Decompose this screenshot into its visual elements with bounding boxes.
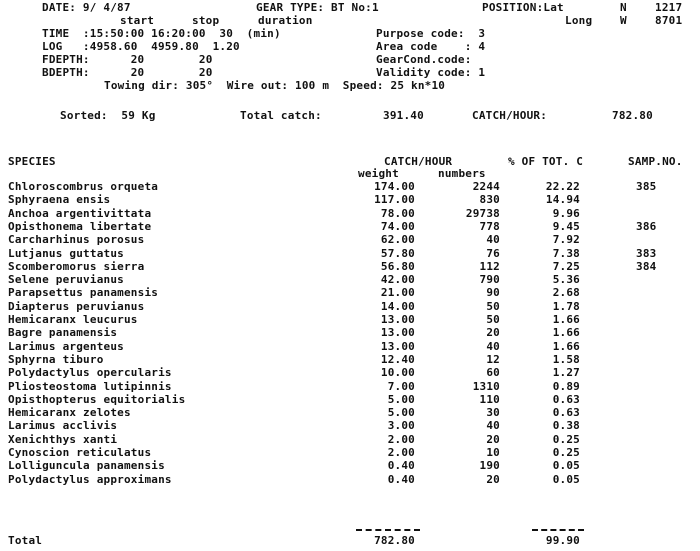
sample-number: 384 [636,260,657,273]
species-name: Sphyraena ensis [8,193,111,206]
catch-weight: 14.00 [380,300,415,313]
pct-of-total: 22.22 [545,180,580,193]
catch-numbers: 30 [486,406,500,419]
catch-numbers: 12 [486,353,500,366]
catch-weight: 3.00 [387,419,415,432]
bdepth-line: BDEPTH: 20 20 [42,66,213,79]
long-hemisphere: W [620,14,627,27]
pct-of-total: 14.94 [545,193,580,206]
species-name: Carcharhinus porosus [8,233,145,246]
species-name: Opisthonema libertate [8,220,152,233]
catch-weight: 2.00 [387,446,415,459]
catch-weight: 7.00 [387,380,415,393]
total-pct: 99.90 [545,534,580,547]
catch-numbers: 2244 [472,180,500,193]
catch-weight: 13.00 [380,326,415,339]
pct-of-total: 0.63 [552,393,580,406]
pct-of-total: 0.38 [552,419,580,432]
species-name: Sphyrna tiburo [8,353,104,366]
catch-numbers: 110 [479,393,500,406]
species-name: Polydactylus opercularis [8,366,172,379]
catch-numbers: 20 [486,473,500,486]
catch-weight: 5.00 [387,406,415,419]
catch-numbers: 20 [486,326,500,339]
catch-weight: 0.40 [387,473,415,486]
species-name: Parapsettus panamensis [8,286,159,299]
validity-code: Validity code: 1 [376,66,486,79]
total-weight: 782.80 [374,534,415,547]
catch-numbers: 190 [479,459,500,472]
total-catch-label: Total catch: [240,109,322,122]
catch-weight: 21.00 [380,286,415,299]
catch-weight: 117.00 [374,193,415,206]
sorted-weight: Sorted: 59 Kg [60,109,156,122]
towing-line: Towing dir: 305° Wire out: 100 m Speed: 25 kn*10 [104,79,446,92]
log-line: LOG :4958.60 4959.80 1.20 [42,40,240,53]
catch-numbers: 10 [486,446,500,459]
col-stop: stop [192,14,220,27]
catch-numbers: 40 [486,233,500,246]
catch-weight: 174.00 [374,180,415,193]
fdepth-line: FDEPTH: 20 20 [42,53,213,66]
pct-of-total: 0.05 [552,459,580,472]
species-name: Opisthopterus equitorialis [8,393,186,406]
catch-weight: 74.00 [380,220,415,233]
species-name: Cynoscion reticulatus [8,446,152,459]
pct-of-total: 1.78 [552,300,580,313]
col-numbers: numbers [438,167,486,180]
catch-numbers: 790 [479,273,500,286]
species-name: Lutjanus guttatus [8,247,124,260]
pct-of-total: 1.58 [552,353,580,366]
species-name: Scomberomorus sierra [8,260,145,273]
catch-weight: 13.00 [380,313,415,326]
catch-weight: 0.40 [387,459,415,472]
species-name: Selene peruvianus [8,273,124,286]
area-code: Area code : 4 [376,40,486,53]
catch-numbers: 778 [479,220,500,233]
date-label: DATE: 9/ 4/87 [42,1,131,14]
col-pct-total: % OF TOT. C [508,155,584,168]
catch-numbers: 112 [479,260,500,273]
lat-hemisphere: N [620,1,627,14]
pct-of-total: 9.96 [552,207,580,220]
pct-of-total: 7.38 [552,247,580,260]
col-duration: duration [258,14,313,27]
catch-weight: 5.00 [387,393,415,406]
col-start: start [120,14,155,27]
total-label: Total [8,534,43,547]
long-label: Long [565,14,593,27]
species-name: Larimus acclivis [8,419,118,432]
catch-numbers: 50 [486,300,500,313]
catch-numbers: 40 [486,340,500,353]
pct-of-total: 0.89 [552,380,580,393]
catch-numbers: 29738 [465,207,500,220]
gear-type: GEAR TYPE: BT No:1 [256,1,379,14]
gearcond-code: GearCond.code: [376,53,472,66]
catch-numbers: 90 [486,286,500,299]
lat-value: 1217 [655,1,683,14]
catch-weight: 62.00 [380,233,415,246]
col-weight: weight [358,167,399,180]
purpose-code: Purpose code: 3 [376,27,486,40]
pct-of-total: 0.25 [552,433,580,446]
catch-numbers: 40 [486,419,500,432]
catch-numbers: 1310 [472,380,500,393]
catch-weight: 12.40 [380,353,415,366]
col-sample-no: SAMP.NO. [628,155,683,168]
pct-of-total: 1.66 [552,326,580,339]
catch-weight: 10.00 [380,366,415,379]
catch-weight: 56.80 [380,260,415,273]
catch-numbers: 76 [486,247,500,260]
catch-numbers: 830 [479,193,500,206]
sample-number: 386 [636,220,657,233]
species-name: Xenichthys xanti [8,433,118,446]
col-catch-hour: CATCH/HOUR [384,155,453,168]
species-name: Chloroscombrus orqueta [8,180,159,193]
species-name: Pliosteostoma lutipinnis [8,380,172,393]
long-value: 8701 [655,14,683,27]
catch-per-hour-value: 782.80 [612,109,653,122]
species-name: Hemicaranx zelotes [8,406,131,419]
pct-total-rule [532,529,584,531]
pct-of-total: 7.92 [552,233,580,246]
pct-of-total: 0.05 [552,473,580,486]
catch-numbers: 50 [486,313,500,326]
species-name: Bagre panamensis [8,326,118,339]
species-name: Lolliguncula panamensis [8,459,165,472]
weight-total-rule [356,529,420,531]
catch-weight: 2.00 [387,433,415,446]
pct-of-total: 9.45 [552,220,580,233]
sample-number: 385 [636,180,657,193]
catch-weight: 13.00 [380,340,415,353]
catch-weight: 57.80 [380,247,415,260]
catch-weight: 78.00 [380,207,415,220]
total-catch-value: 391.40 [383,109,424,122]
col-species: SPECIES [8,155,56,168]
pct-of-total: 5.36 [552,273,580,286]
catch-per-hour-label: CATCH/HOUR: [472,109,548,122]
pct-of-total: 1.27 [552,366,580,379]
pct-of-total: 0.25 [552,446,580,459]
pct-of-total: 2.68 [552,286,580,299]
position-label: POSITION:Lat [482,1,564,14]
species-name: Larimus argenteus [8,340,124,353]
species-name: Hemicaranx leucurus [8,313,138,326]
time-line: TIME :15:50:00 16:20:00 30 (min) [42,27,281,40]
species-name: Anchoa argentivittata [8,207,152,220]
pct-of-total: 0.63 [552,406,580,419]
catch-numbers: 60 [486,366,500,379]
catch-numbers: 20 [486,433,500,446]
catch-weight: 42.00 [380,273,415,286]
pct-of-total: 1.66 [552,313,580,326]
species-name: Polydactylus approximans [8,473,172,486]
species-name: Diapterus peruvianus [8,300,145,313]
pct-of-total: 7.25 [552,260,580,273]
pct-of-total: 1.66 [552,340,580,353]
sample-number: 383 [636,247,657,260]
